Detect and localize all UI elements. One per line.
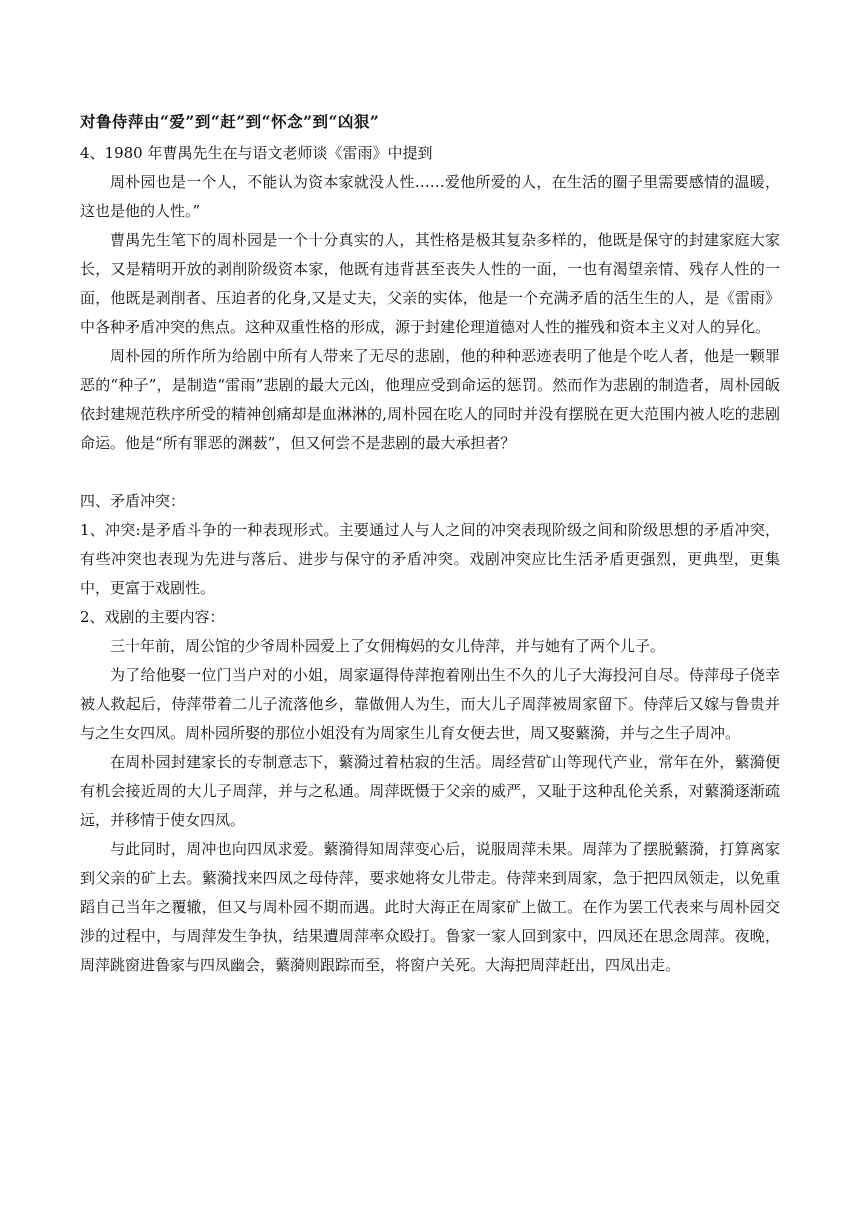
section-heading: 对鲁侍萍由“爱”到“赶”到“怀念”到“凶狠” [80,112,380,131]
main-content-title: 2、戏剧的主要内容： [80,608,225,626]
quote-paragraph: 周朴园也是一个人，不能认为资本家就没人性……爱他所爱的人，在生活的圈子里需要感情的温暖，这也是他的人性。” [80,173,780,220]
document-body [80,108,780,980]
plot-paragraph-2: 为了给他娶一位门当户对的小姐，周家逼得侍萍抱着刚出生不久的儿子大海投河自尽。侍萍母子侥幸被人救起后，侍萍带着二儿子流落他乡，靠做佣人为生，而大儿子周萍被周家留下。侍萍后又嫁与鲁贵并与之生女四凤。周朴园所娶的那位小姐没有为周家生儿育女便去世，周又娶蘩漪，并与之生子周冲。 [80,666,780,742]
item-4-intro: 4、1980 年曹禺先生在与语文老师谈《雷雨》中提到 [80,144,433,162]
section-4-title: 四、矛盾冲突： [80,492,186,510]
blank-line [80,458,780,487]
analysis-paragraph-2: 周朴园的所作所为给剧中所有人带来了无尽的悲剧，他的种种恶迹表明了他是个吃人者，他是一颗罪恶的“种子”，是制造“雷雨”悲剧的最大元凶，他理应受到命运的惩罚。然而作为悲剧的制造者，周朴园皈依封建规范秩序所受的精神创痛却是血淋淋的,周朴园在吃人的同时并没有摆脱在更大范围内被人吃的悲剧命运。他是“所有罪恶的渊薮”，但又何尝不是悲剧的最大承担者？ [80,347,780,452]
plot-paragraph-4: 与此同时，周冲也向四凤求爱。蘩漪得知周萍变心后，说服周萍未果。周萍为了摆脱蘩漪，打算离家到父亲的矿上去。蘩漪找来四凤之母侍萍，要求她将女儿带走。侍萍来到周家，急于把四凤领走，以免重蹈自己当年之覆辙，但又与周朴园不期而遇。此时大海正在周家矿上做工。在作为罢工代表来与周朴园交涉的过程中，与周萍发生争执，结果遭周萍率众殴打。鲁家一家人回到家中，四凤还在思念周萍。夜晚，周萍跳窗进鲁家与四凤幽会，蘩漪则跟踪而至，将窗户关死。大海把周萍赶出，四凤出走。 [80,840,780,974]
analysis-paragraph-1: 曹禺先生笔下的周朴园是一个十分真实的人，其性格是极其复杂多样的，他既是保守的封建家庭大家长，又是精明开放的剥削阶级资本家，他既有违背甚至丧失人性的一面，一也有渴望亲情、残存人性的一面，他既是剥削者、压迫者的化身,又是丈夫，父亲的实体，他是一个充满矛盾的活生生的人，是《雷雨》中各种矛盾冲突的焦点。这种双重性格的形成，源于封建伦理道德对人性的摧残和资本主义对人的异化。 [80,231,780,336]
plot-paragraph-1: 三十年前，周公馆的少爷周朴园爱上了女佣梅妈的女儿侍萍，并与她有了两个儿子。 [110,637,666,655]
conflict-definition: 1、冲突:是矛盾斗争的一种表现形式。主要通过人与人之间的冲突表现阶级之间和阶级思想的矛盾冲突，有些冲突也表现为先进与落后、进步与保守的矛盾冲突。戏剧冲突应比生活矛盾更强烈，更典型，更集中，更富于戏剧性。 [80,521,780,597]
plot-paragraph-3: 在周朴园封建家长的专制意志下，蘩漪过着枯寂的生活。周经营矿山等现代产业，常年在外，蘩漪便有机会接近周的大儿子周萍，并与之私通。周萍既慑于父亲的威严，又耻于这种乱伦关系，对蘩漪逐渐疏远，并移情于使女四凤。 [80,753,780,829]
